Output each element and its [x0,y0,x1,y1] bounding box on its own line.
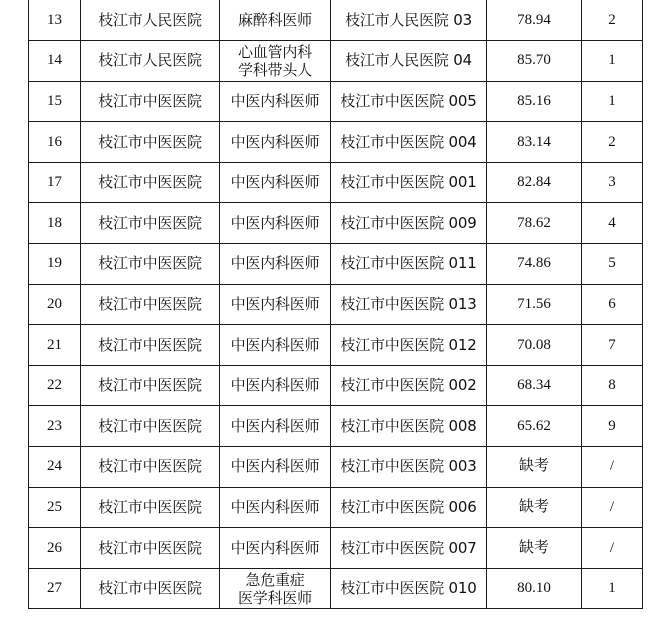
position-cell [220,325,331,366]
score-cell: 85.16 [487,81,582,122]
hiring-unit-cell: 枝江市中医医院 [81,447,220,488]
candidate-id-cell: 枝江市人民医院 04 [331,41,487,82]
row-number-cell: 18 [29,203,81,244]
position-line: 麻醉科医师 [237,10,312,29]
row-number-cell: 20 [29,284,81,325]
table-row [29,0,643,41]
hiring-unit-cell: 枝江市中医医院 [81,365,220,406]
rank-cell: 1 [582,81,643,122]
score-cell: 82.84 [487,162,582,203]
hiring-unit-cell: 枝江市中医医院 [81,162,220,203]
table-row [29,41,643,82]
position-line: 中医内科医师 [230,376,320,395]
hiring-unit-cell: 枝江市中医医院 [81,487,220,528]
row-number-cell: 27 [29,568,81,609]
position-line: 中医内科医师 [230,294,320,313]
table-row [29,487,643,528]
row-number-cell: 25 [29,487,81,528]
position-line: 中医内科医师 [230,497,320,516]
position-cell [220,203,331,244]
candidate-id-cell: 枝江市中医医院 002 [331,365,487,406]
rank-cell: 2 [582,0,643,41]
table-row [29,244,643,285]
row-number-cell: 22 [29,365,81,406]
row-number-cell: 23 [29,406,81,447]
score-cell: 71.56 [487,284,582,325]
table-row [29,284,643,325]
rank-cell: 2 [582,122,643,163]
hiring-unit-cell: 枝江市中医医院 [81,203,220,244]
hiring-unit-cell: 枝江市人民医院 [81,0,220,41]
rank-cell: 7 [582,325,643,366]
hiring-unit-cell: 枝江市中医医院 [81,568,220,609]
position-cell [220,162,331,203]
rank-cell: 5 [582,244,643,285]
position-line: 中医内科医师 [230,457,320,476]
table-row [29,203,643,244]
table-row [29,162,643,203]
score-cell: 85.70 [487,41,582,82]
score-cell: 74.86 [487,244,582,285]
position-line: 中医内科医师 [230,132,320,151]
candidate-id-cell: 枝江市中医医院 004 [331,122,487,163]
candidate-id-cell: 枝江市人民医院 03 [331,0,487,41]
table-row [29,365,643,406]
position-cell [220,284,331,325]
position-line: 中医内科医师 [230,213,320,232]
rank-cell: 1 [582,41,643,82]
table-row [29,406,643,447]
hiring-unit-cell: 枝江市中医医院 [81,528,220,569]
position-line: 急危重症 [245,570,305,589]
position-line: 中医内科医师 [230,91,320,110]
rank-cell: 1 [582,568,643,609]
table-row [29,122,643,163]
score-cell: 78.94 [487,0,582,41]
candidate-id-cell: 枝江市中医医院 007 [331,528,487,569]
candidate-id-cell: 枝江市中医医院 009 [331,203,487,244]
position-cell [220,81,331,122]
candidate-id-cell: 枝江市中医医院 010 [331,568,487,609]
hiring-unit-cell: 枝江市中医医院 [81,406,220,447]
row-number-cell: 16 [29,122,81,163]
row-number-cell: 21 [29,325,81,366]
hiring-unit-cell: 枝江市中医医院 [81,81,220,122]
rank-cell: / [582,447,643,488]
candidate-id-cell: 枝江市中医医院 001 [331,162,487,203]
position-line: 心血管内科 [237,42,312,61]
position-cell [220,487,331,528]
position-cell [220,568,331,609]
position-line: 中医内科医师 [230,254,320,273]
rank-cell: 8 [582,365,643,406]
row-number-cell: 15 [29,81,81,122]
score-cell: 缺考 [487,528,582,569]
rank-cell: 3 [582,162,643,203]
score-cell: 80.10 [487,568,582,609]
results-table-body [29,0,643,609]
candidate-id-cell: 枝江市中医医院 005 [331,81,487,122]
candidate-id-cell: 枝江市中医医院 011 [331,244,487,285]
hiring-unit-cell: 枝江市中医医院 [81,244,220,285]
position-cell [220,365,331,406]
score-cell: 缺考 [487,447,582,488]
score-cell: 83.14 [487,122,582,163]
row-number-cell: 19 [29,244,81,285]
position-cell [220,122,331,163]
hiring-unit-cell: 枝江市人民医院 [81,41,220,82]
candidate-id-cell: 枝江市中医医院 012 [331,325,487,366]
score-cell: 68.34 [487,365,582,406]
table-row [29,325,643,366]
row-number-cell: 14 [29,41,81,82]
hiring-unit-cell: 枝江市中医医院 [81,122,220,163]
score-cell: 70.08 [487,325,582,366]
hiring-unit-cell: 枝江市中医医院 [81,284,220,325]
hiring-unit-cell: 枝江市中医医院 [81,325,220,366]
table-row [29,528,643,569]
rank-cell: 4 [582,203,643,244]
row-number-cell: 24 [29,447,81,488]
table-row [29,568,643,609]
row-number-cell: 13 [29,0,81,41]
table-row [29,447,643,488]
candidate-id-cell: 枝江市中医医院 013 [331,284,487,325]
position-cell [220,406,331,447]
candidate-id-cell: 枝江市中医医院 006 [331,487,487,528]
position-line: 中医内科医师 [230,416,320,435]
rank-cell: / [582,487,643,528]
table-row [29,81,643,122]
results-table [28,0,643,609]
rank-cell: / [582,528,643,569]
score-cell: 65.62 [487,406,582,447]
position-line: 中医内科医师 [230,173,320,192]
rank-cell: 9 [582,406,643,447]
rank-cell: 6 [582,284,643,325]
position-line: 中医内科医师 [230,538,320,557]
position-cell [220,41,331,82]
row-number-cell: 26 [29,528,81,569]
score-cell: 缺考 [487,487,582,528]
position-cell [220,0,331,41]
row-number-cell: 17 [29,162,81,203]
score-cell: 78.62 [487,203,582,244]
candidate-id-cell: 枝江市中医医院 003 [331,447,487,488]
position-cell [220,528,331,569]
position-line: 医学科医师 [237,588,312,607]
position-cell [220,244,331,285]
position-line: 学科带头人 [237,60,312,79]
position-cell [220,447,331,488]
position-line: 中医内科医师 [230,335,320,354]
candidate-id-cell: 枝江市中医医院 008 [331,406,487,447]
